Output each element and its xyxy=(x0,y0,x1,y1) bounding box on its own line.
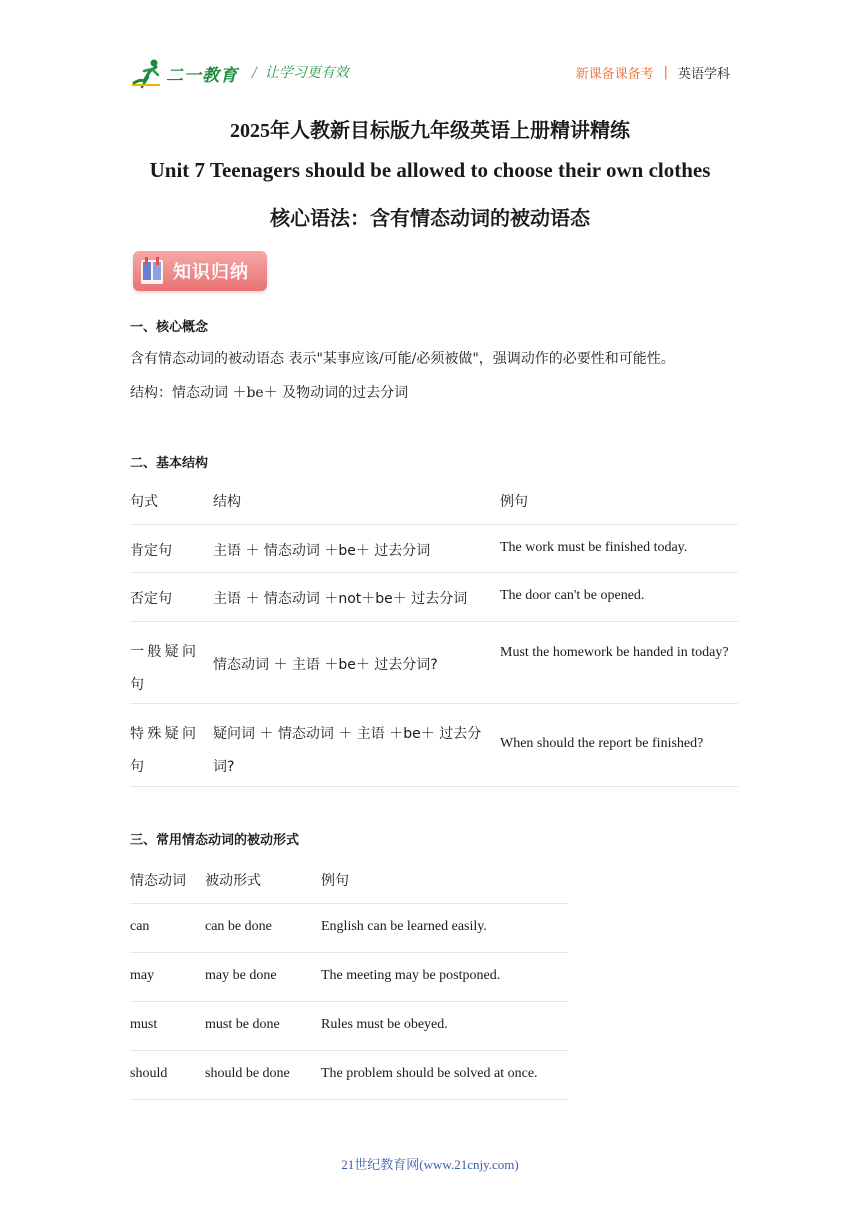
header-separator: | xyxy=(663,65,668,80)
table-cell: should xyxy=(130,1066,168,1081)
table-row xyxy=(130,704,738,787)
table-cell: 疑问词 ＋ 情态动词 ＋ 主语 ＋be＋ 过去分词? xyxy=(213,726,482,775)
section1-paragraph: 含有情态动词的被动语态 表示"某事应该/可能/必须被做"，强调动作的必要性和可能性。 xyxy=(130,351,675,367)
table-cell: 特殊疑问句 xyxy=(130,726,196,775)
knowledge-badge xyxy=(133,251,267,291)
slogan xyxy=(252,62,349,82)
table-cell: must be done xyxy=(205,1017,280,1032)
table-cell: 一般疑问句 xyxy=(130,644,196,693)
header-cell: 被动形式 xyxy=(205,873,261,889)
table-cell: can xyxy=(130,919,150,934)
table-cell: The door can't be opened. xyxy=(500,588,645,603)
table-cell: 主语 ＋ 情态动词 ＋not＋be＋ 过去分词 xyxy=(213,591,468,607)
structure-table xyxy=(130,476,738,787)
table-cell: English can be learned easily. xyxy=(321,919,487,934)
table-cell: can be done xyxy=(205,919,272,934)
doc-title: 2025年人教新目标版九年级英语上册精讲精练 xyxy=(230,120,630,142)
table-row xyxy=(130,1051,568,1100)
table-row xyxy=(130,904,568,953)
page-header xyxy=(130,56,730,90)
table-cell: The meeting may be postponed. xyxy=(321,968,501,983)
slogan-text: 让学习更有效 xyxy=(264,65,349,81)
header-cell: 情态动词 xyxy=(130,873,186,889)
table-cell: When should the report be finished? xyxy=(500,736,704,751)
table-row xyxy=(130,1002,568,1051)
brand-logo[interactable] xyxy=(130,56,240,90)
header-cell: 结构 xyxy=(213,494,241,510)
header-cell: 例句 xyxy=(500,494,528,510)
table-cell: Must the homework be handed in today? xyxy=(500,645,729,660)
grammar-title: 核心语法：含有情态动词的被动语态 xyxy=(270,206,590,230)
header-right xyxy=(576,63,730,82)
course-tag: 新课备课备考 xyxy=(575,67,654,82)
table-row xyxy=(130,525,738,573)
runner-logo-icon xyxy=(130,57,166,89)
slash-divider: / xyxy=(252,65,257,81)
table-cell: may be done xyxy=(205,968,277,983)
subject-tag: 英语学科 xyxy=(677,67,730,82)
table-cell: The work must be finished today. xyxy=(500,540,688,555)
section3-heading: 三、常用情态动词的被动形式 xyxy=(130,833,300,848)
table-header-row xyxy=(130,476,738,525)
section2-heading: 二、基本结构 xyxy=(130,456,209,471)
table-row xyxy=(130,953,568,1002)
unit-title: Unit 7 Teenagers should be allowed to choose their own clothes xyxy=(149,158,711,182)
table-cell: 肯定句 xyxy=(130,543,172,559)
logo-text: 二一教育 xyxy=(166,65,238,86)
modal-passive-table xyxy=(130,855,568,1100)
section1-heading: 一、核心概念 xyxy=(130,320,209,335)
table-row xyxy=(130,573,738,622)
footer-link[interactable]: 21世纪教育网(www.21cnjy.com) xyxy=(341,1157,519,1172)
header-cell: 句式 xyxy=(130,494,158,510)
table-row xyxy=(130,622,738,704)
table-cell: 主语 ＋ 情态动词 ＋be＋ 过去分词 xyxy=(213,543,431,559)
table-cell: must xyxy=(130,1017,158,1032)
table-cell: 否定句 xyxy=(130,591,172,607)
book-icon xyxy=(139,256,165,286)
table-cell: 情态动词 ＋ 主语 ＋be＋ 过去分词? xyxy=(213,657,438,673)
header-cell: 例句 xyxy=(321,873,349,889)
badge-label: 知识归纳 xyxy=(173,262,249,283)
table-cell: The problem should be solved at once. xyxy=(321,1066,538,1081)
table-cell: Rules must be obeyed. xyxy=(321,1017,448,1032)
table-cell: may xyxy=(130,968,155,983)
table-cell: should be done xyxy=(205,1066,290,1081)
section1-structure: 结构：情态动词 ＋be＋ 及物动词的过去分词 xyxy=(130,385,409,401)
table-header-row xyxy=(130,855,568,904)
